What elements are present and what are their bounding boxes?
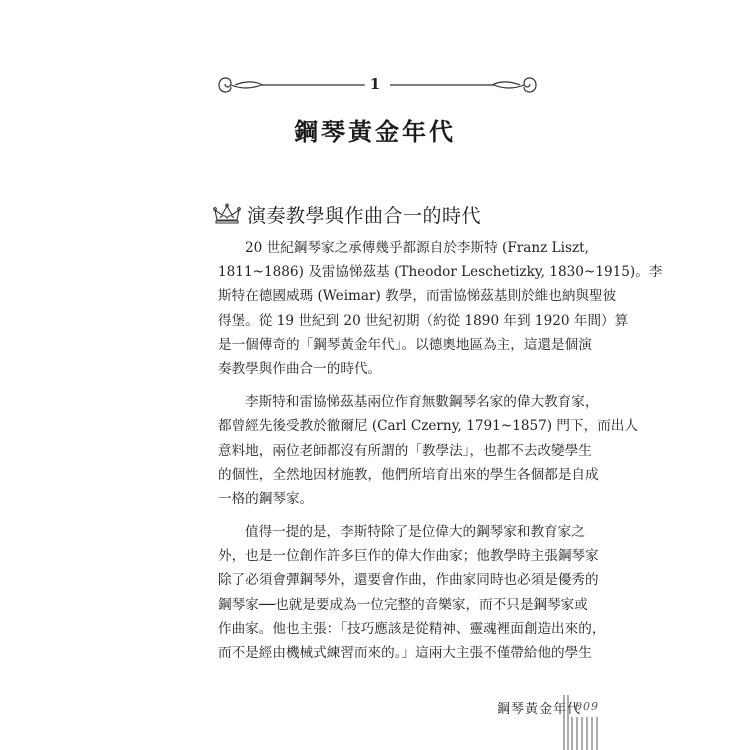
text-line: 鋼琴家──也就是要成為一位完整的音樂家，而不只是鋼琴家或 [218,596,588,613]
chapter-title: 鋼琴黃金年代 [294,117,456,146]
text-line: 外，也是一位創作許多巨作的偉大作曲家；他教學時主張鋼琴家 [218,548,599,565]
crown-icon [213,203,241,225]
text-line: 得堡。從 19 世紀到 20 世紀初期（約從 1890 年到 1920 年間）算 [218,312,629,329]
section-title: 演奏教學與作曲合一的時代 [247,204,482,227]
running-title: 鋼琴黃金年代 [497,702,582,717]
text-line: 1811~1886) 及雷協悌茲基 (Theodor Leschetizky, 1830~1915)。李 [218,264,663,281]
paragraph-2 [218,390,638,511]
text-line: 而不是經由機械式練習而來的。」這兩大主張不僅帶給他的學生 [218,645,592,661]
text-line: 值得一提的是，李斯特除了是位偉大的鋼琴家和教育家之 [245,524,585,541]
text-line: 20 世紀鋼琴家之承傳幾乎都源自於李斯特 (Franz Liszt, [245,240,589,256]
chapter-number: 1 [365,75,385,93]
section-heading [213,200,481,228]
body-text [218,236,663,665]
paragraph-3 [218,520,606,665]
text-line: 是一個傳奇的「鋼琴黃金年代」。以德奧地區為主，這還是個演 [218,336,592,353]
page-number: 009 [575,700,599,713]
text-line: 作曲家。他也主張：「技巧應該是從精神、靈魂裡面創造出來的， [218,620,606,637]
paragraph-1 [218,236,663,381]
text-line: 意料地，兩位老師都沒有所謂的「教學法」，也都不去改變學生 [218,442,592,459]
text-line: 都曾經先後受教於徹爾尼 (Carl Czerny, 1791~1857) 門下，而出人 [218,418,638,435]
text-line: 一格的鋼琴家。 [218,490,314,507]
text-line: 的個性，全然地因材施教，他們所培育出來的學生各個都是自成 [218,466,599,483]
text-line: 斯特在德國威瑪 (Weimar) 教學，而雷協悌茲基則於維也納與聖彼 [218,288,617,305]
text-line: 李斯特和雷協悌茲基兩位作育無數鋼琴名家的偉大教育家， [245,394,599,411]
text-line: 除了必須會彈鋼琴外，還要會作曲，作曲家同時也必須是優秀的 [218,572,599,589]
text-line: 奏教學與作曲合一的時代。 [218,360,382,377]
